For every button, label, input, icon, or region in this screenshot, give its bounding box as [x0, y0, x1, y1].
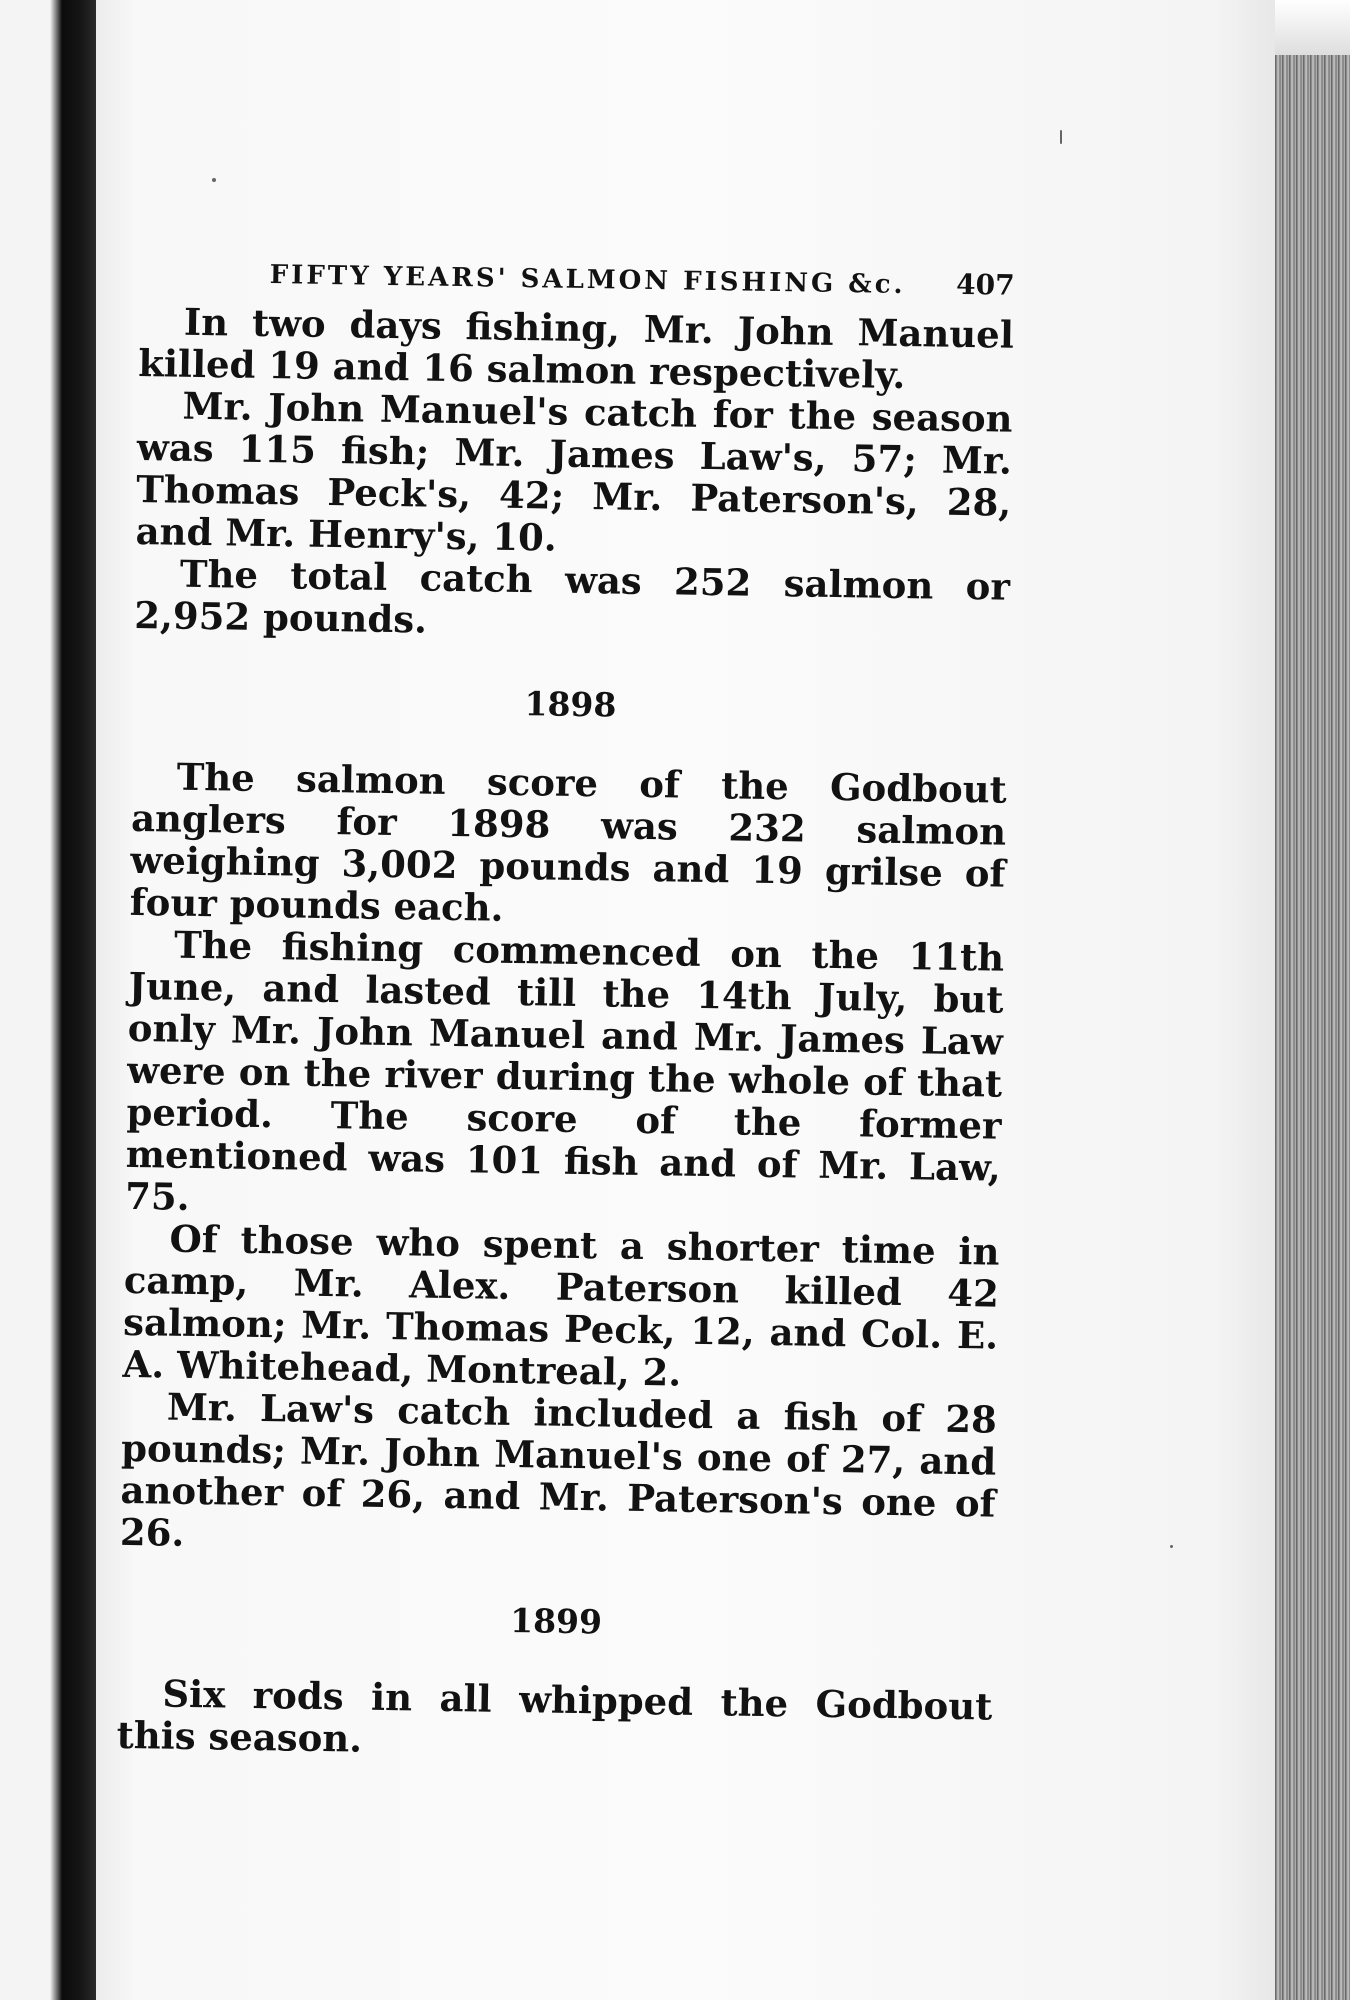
paragraph: The fishing commenced on the 11th June, and lasted till the 14th July, but only Mr. John Manuel and Mr. James Law were on the river during the whole of that period. The score of the former mentioned was 101 fish and of Mr. Law, 75. — [124, 922, 1005, 1219]
paragraph: Mr. Law's catch included a fish of 28 pounds; Mr. John Manuel's one of 27, and another of 26, and Mr. Paterson's one of 26. — [119, 1384, 998, 1555]
scan-speck — [1170, 1545, 1173, 1548]
scan-margin-right — [1350, 0, 1368, 2000]
page-edges-top — [1275, 0, 1350, 58]
paragraph: The total catch was 252 salmon or 2,952 pounds. — [133, 551, 1011, 642]
scan-speck — [1060, 130, 1062, 144]
paragraph: Mr. John Manuel's catch for the season was 115 fish; Mr. James Law's, 57; Mr. Thomas Peck's, 42; Mr. Paterson's, 28, and Mr. Henry's, 10. — [135, 383, 1013, 560]
page-number: 407 — [955, 267, 1015, 302]
section-heading-1898: 1898 — [524, 684, 617, 725]
page-edges-stack — [1275, 55, 1350, 2000]
paragraph: The salmon score of the Godbout anglers for 1898 was 232 salmon weighing 3,002 pounds and 19 grilse of four pounds each. — [129, 754, 1008, 930]
page-text-block — [116, 255, 1014, 1770]
paragraph: Six rods in all whipped the Godbout this season. — [116, 1671, 993, 1761]
section-heading-1899: 1899 — [509, 1600, 603, 1642]
running-head-title: FIFTY YEARS' SALMON FISHING &c. — [269, 260, 906, 301]
paragraph: Of those who spent a shorter time in camp, Mr. Alex. Paterson killed 42 salmon; Mr. Thomas Peck, 12, and Col. E. A. Whitehead, Montreal, 2. — [122, 1216, 1000, 1395]
book-binding-left — [0, 0, 96, 2000]
scan-speck — [212, 178, 216, 182]
paragraph: In two days fishing, Mr. John Manuel killed 19 and 16 salmon respectively. — [137, 299, 1015, 398]
